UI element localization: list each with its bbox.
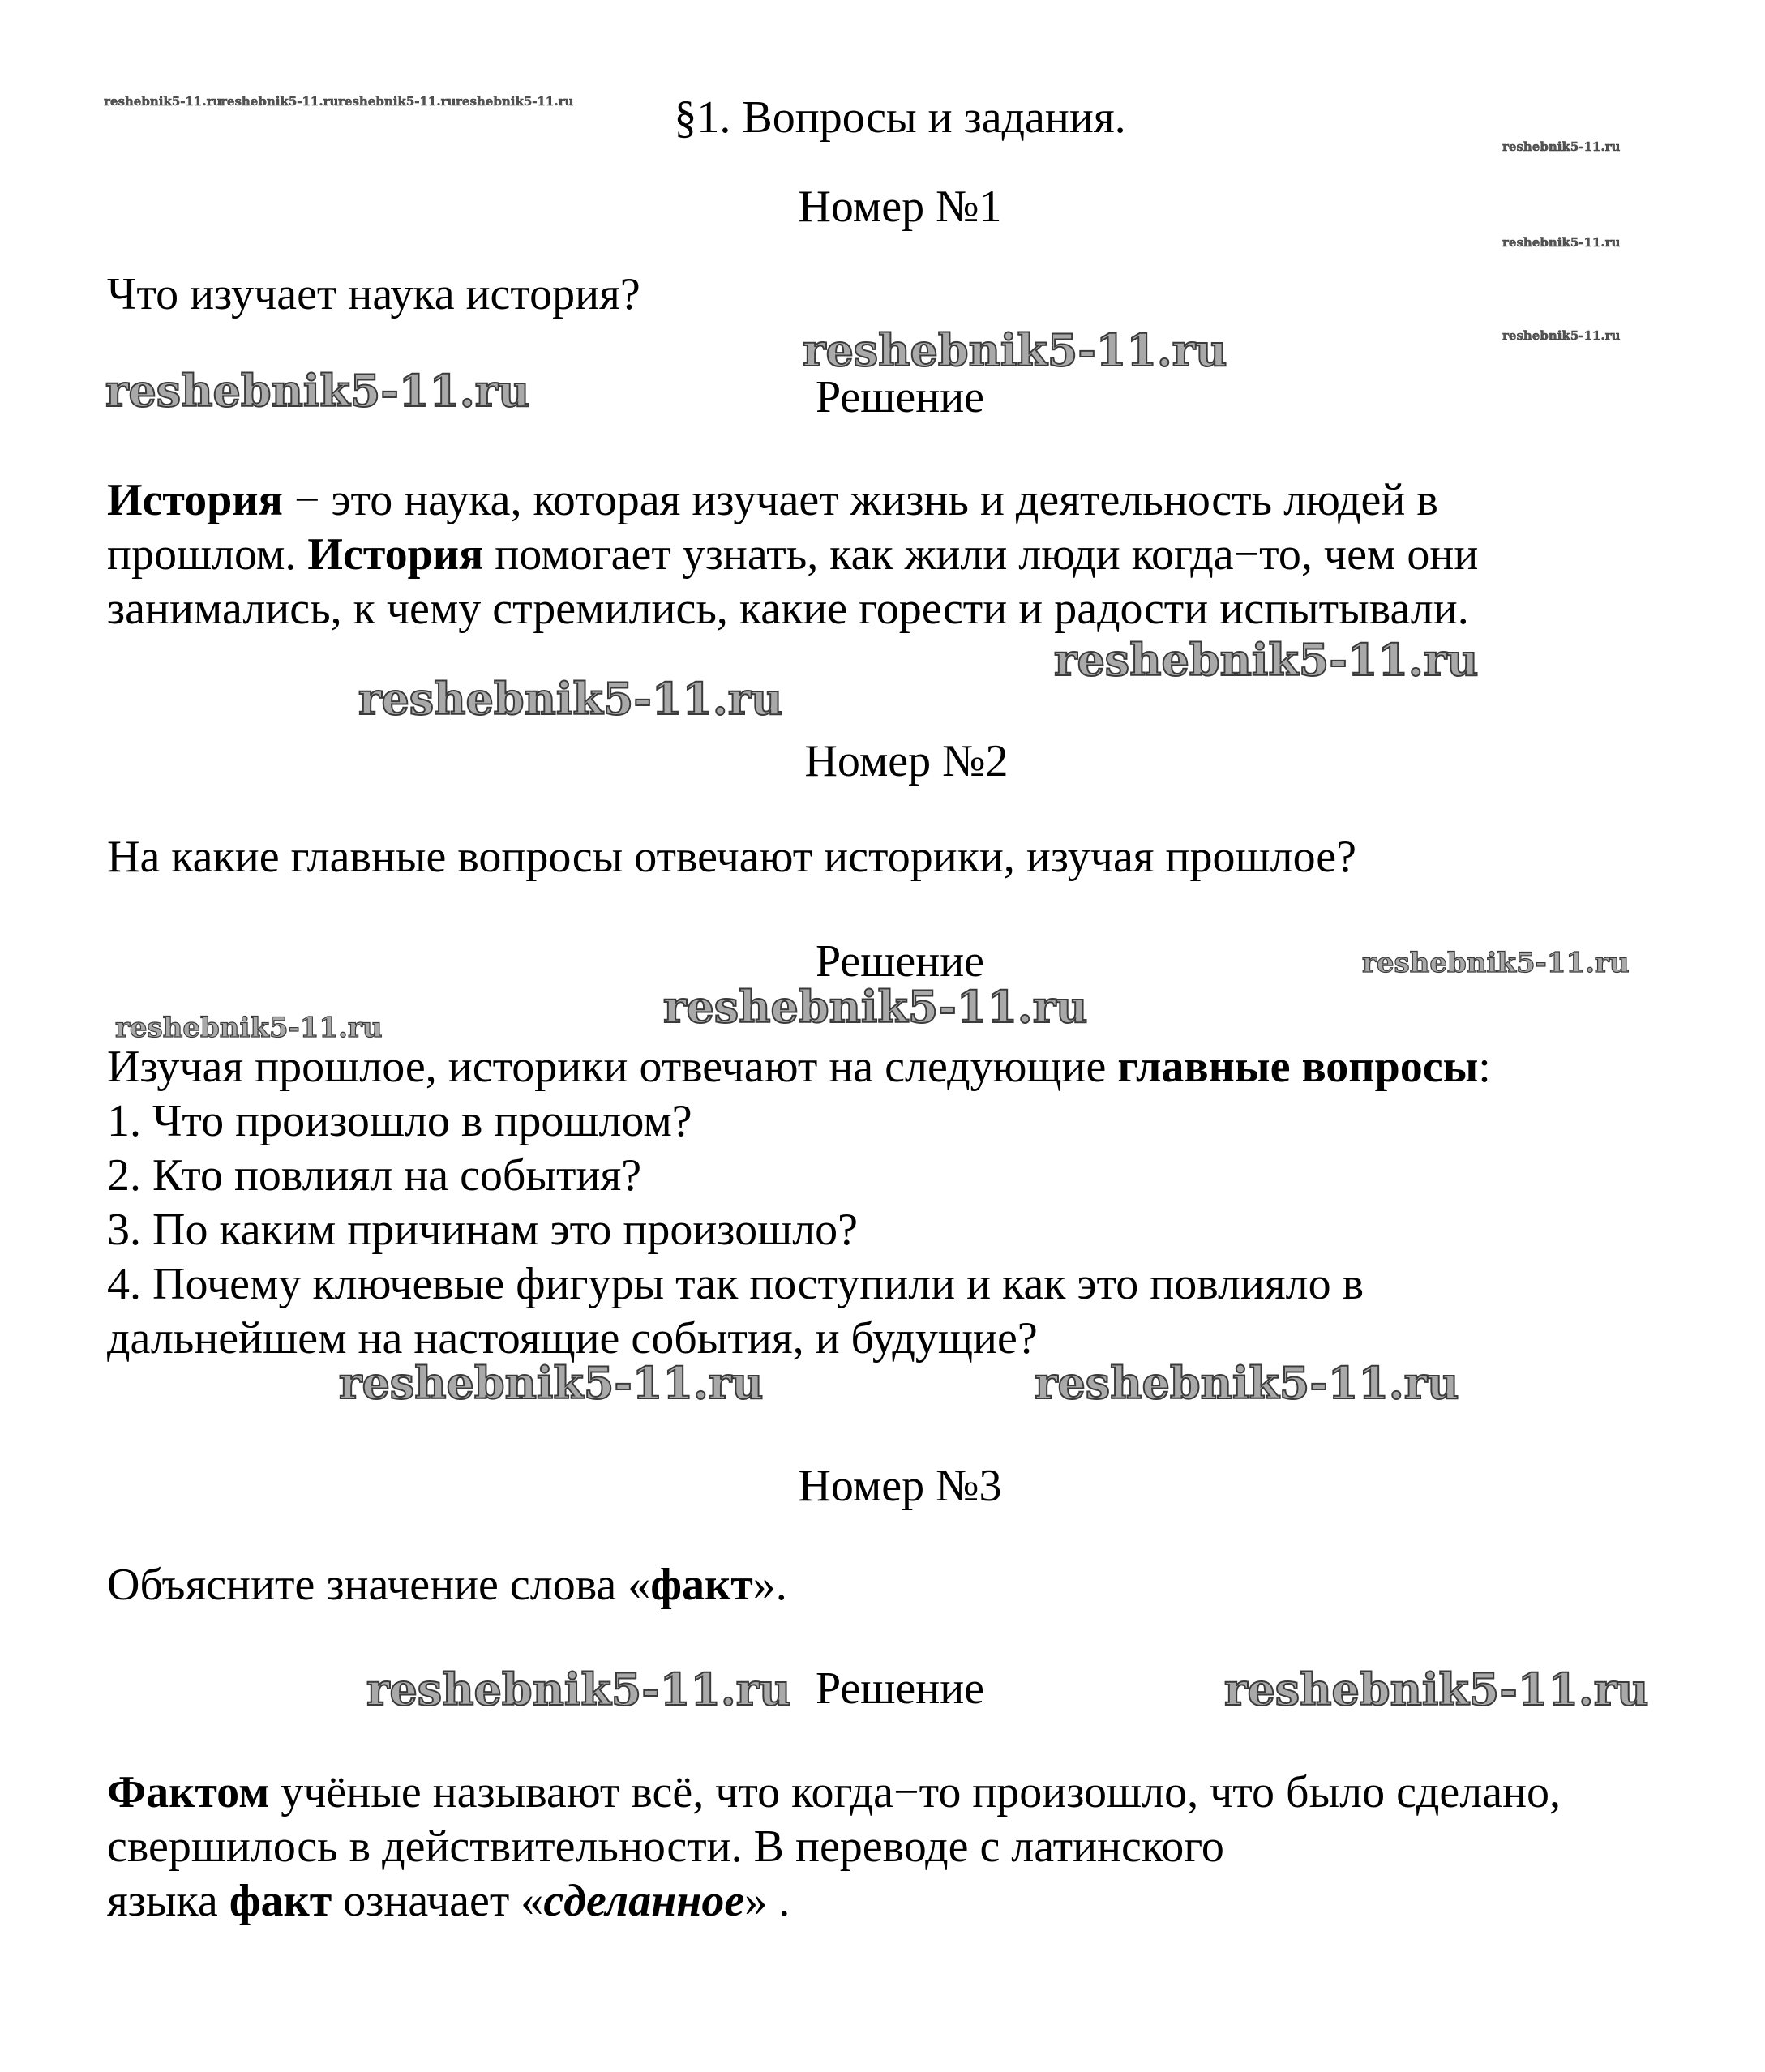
solution-label-3: Решение	[815, 1663, 985, 1714]
list-item: 1. Что произошло в прошлом?	[107, 1096, 692, 1146]
watermark: reshebnik5-11.ru	[803, 324, 1227, 376]
term: Фактом	[107, 1767, 270, 1817]
answer-1-line-2: прошлом. История помогает узнать, как жили люди когда−то, чем они	[107, 529, 1479, 580]
term: История	[107, 475, 283, 525]
watermark: reshebnik5-11.ru	[1362, 947, 1630, 979]
answer-2-intro: Изучая прошлое, историки отвечают на следующие главные вопросы:	[107, 1042, 1491, 1092]
watermark: reshebnik5-11.ru	[115, 1012, 383, 1044]
task-question-1: Что изучает наука история?	[107, 269, 640, 319]
answer-1-line-3: занимались, к чему стремились, какие горести и радости испытывали.	[107, 584, 1469, 634]
watermark: reshebnik5-11.ru	[105, 365, 530, 417]
term: факт	[229, 1876, 332, 1926]
solution-label-2: Решение	[815, 936, 985, 987]
watermark: reshebnik5-11.ru	[1035, 1357, 1459, 1409]
watermark: reshebnik5-11.ru	[221, 94, 339, 109]
task-number-2: Номер №2	[804, 736, 1009, 786]
task-number-3: Номер №3	[798, 1461, 1002, 1511]
watermark: reshebnik5-11.ru	[104, 94, 222, 109]
watermark: reshebnik5-11.ru	[339, 1357, 764, 1409]
watermark: reshebnik5-11.ru	[1502, 235, 1621, 250]
answer-1-line-1: История − это наука, которая изучает жизнь и деятельность людей в	[107, 475, 1438, 525]
watermark: reshebnik5-11.ru	[366, 1663, 791, 1715]
list-item: 2. Кто повлиял на события?	[107, 1150, 642, 1201]
task-number-1: Номер №1	[798, 182, 1002, 232]
term: История	[307, 529, 484, 580]
watermark: reshebnik5-11.ru	[338, 94, 456, 109]
list-item: 3. По каким причинам это произошло?	[107, 1205, 859, 1255]
task-question-3: Объясните значение слова «факт».	[107, 1560, 787, 1610]
task-question-2: На какие главные вопросы отвечают историки, изучая прошлое?	[107, 832, 1356, 882]
page-title: §1. Вопросы и задания.	[674, 92, 1126, 143]
term: сделанное	[543, 1876, 745, 1926]
watermark: reshebnik5-11.ru	[1054, 634, 1479, 686]
watermark: reshebnik5-11.ru	[456, 94, 574, 109]
watermark: reshebnik5-11.ru	[1224, 1663, 1649, 1715]
list-item: 4. Почему ключевые фигуры так поступили и как это повлияло в	[107, 1259, 1364, 1309]
solution-label-1: Решение	[815, 372, 985, 422]
watermark: reshebnik5-11.ru	[1502, 139, 1621, 154]
watermark: reshebnik5-11.ru	[358, 673, 783, 725]
answer-3-line-3: языка факт означает «сделанное» .	[107, 1876, 790, 1926]
list-item: дальнейшем на настоящие события, и будущие?	[107, 1313, 1038, 1363]
answer-3-line-1: Фактом учёные называют всё, что когда−то произошло, что было сделано,	[107, 1767, 1562, 1817]
watermark: reshebnik5-11.ru	[663, 981, 1088, 1033]
watermark: reshebnik5-11.ru	[1502, 328, 1621, 343]
answer-3-line-2: свершилось в действительности. В переводе с латинского	[107, 1822, 1224, 1872]
